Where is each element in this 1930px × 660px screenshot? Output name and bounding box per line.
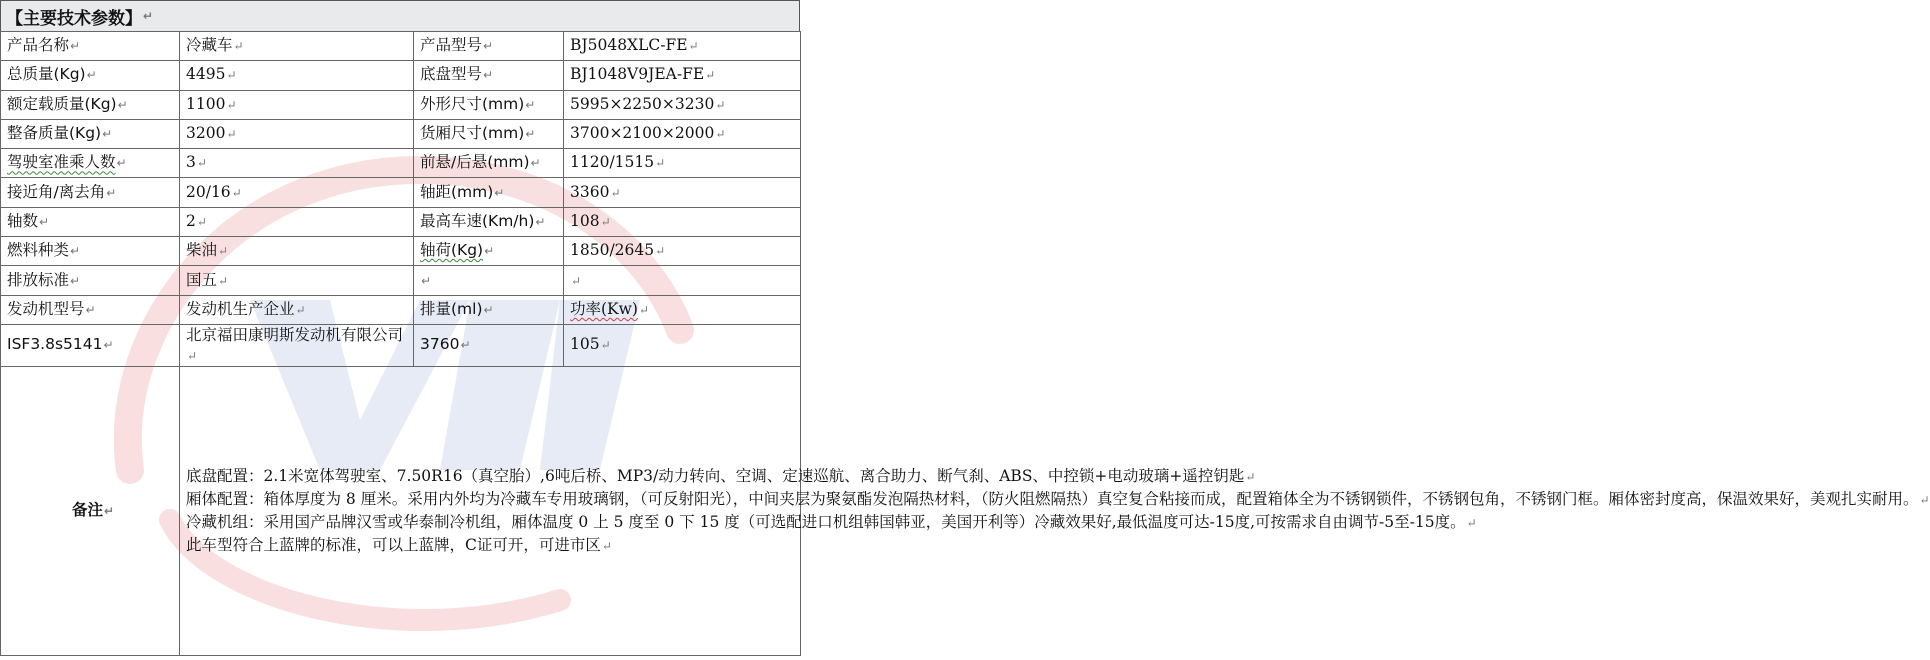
paragraph-mark: ↵ [196, 214, 207, 229]
param-label: ISF3.8s5141 [7, 335, 103, 354]
paragraph-mark: ↵ [70, 39, 81, 54]
param-value-cell [564, 207, 801, 236]
param-value-cell [564, 324, 801, 366]
paragraph-mark: ↵ [494, 185, 505, 200]
paragraph-mark: ↵ [600, 338, 611, 353]
notes-text: 厢体配置：箱体厚度为 8 厘米。采用内外均为冷藏车专用玻璃钢，（可反射阳光），中间夹层为聚氨酯发泡隔热材料，（防火阻燃隔热）真空复合粘接而成，配置箱体全为不锈钢锁件，不锈钢包角，不锈钢门框。厢体密封度高，保温效果好，美观扎实耐用。 [186, 489, 1919, 508]
paragraph-mark: ↵ [116, 156, 127, 171]
param-value: 冷藏车 [186, 36, 233, 55]
param-value-cell [180, 61, 414, 90]
param-label-cell [414, 266, 564, 295]
table-row [1, 295, 801, 324]
paragraph-mark: ↵ [483, 302, 494, 317]
param-value: 北京福田康明斯发动机有限公司 [186, 325, 404, 344]
notes-paragraph [186, 511, 1477, 534]
param-label: 整备质量(Kg) [7, 124, 102, 143]
table-row [1, 178, 801, 207]
param-label: 轴距(mm) [420, 182, 494, 201]
param-label-cell [1, 32, 180, 61]
param-value-cell [564, 178, 801, 207]
table-row [1, 32, 801, 61]
param-value-cell [180, 119, 414, 148]
param-value: 3 [186, 153, 196, 172]
notes-paragraph [186, 465, 1256, 488]
param-label: 排放标准 [7, 270, 70, 289]
param-value-cell [564, 295, 801, 324]
param-label-cell [1, 237, 180, 266]
paragraph-mark: ↵ [421, 273, 432, 288]
paragraph-mark: ↵ [231, 185, 242, 200]
table-row [1, 61, 801, 90]
param-label: 轴荷(Kg) [420, 241, 484, 260]
param-value: 105 [570, 335, 600, 354]
param-value-cell [180, 32, 414, 61]
param-value: 5995×2250×3230 [570, 94, 715, 113]
notes-text: 冷藏机组：采用国产品牌汉雪或华泰制冷机组，厢体温度 0 上 5 度至 0 下 15 度（可选配进口机组韩国韩亚，美国开利等）冷藏效果好,最低温度可达-15度,可按需求自由调节-5至-15度。 [186, 512, 1466, 531]
paragraph-mark: ↵ [143, 9, 154, 23]
param-value-cell [180, 178, 414, 207]
paragraph-mark: ↵ [233, 39, 244, 54]
param-value: 功率(Kw) [570, 299, 638, 318]
paragraph-mark: ↵ [86, 68, 97, 83]
param-label: 外形尺寸(mm) [420, 94, 525, 113]
param-value-cell [180, 237, 414, 266]
paragraph-mark: ↵ [70, 244, 81, 259]
param-label: 货厢尺寸(mm) [420, 124, 525, 143]
notes-text: 底盘配置：2.1米宽体驾驶室、7.50R16（真空胎）,6吨后桥、MP3/动力转向、空调、定速巡航、离合助力、断气刹、ABS、中控锁+电动玻璃+遥控钥匙 [186, 466, 1245, 485]
param-label-cell [414, 237, 564, 266]
paragraph-mark: ↵ [600, 214, 611, 229]
param-label: 产品名称 [7, 36, 70, 55]
notes-paragraph [186, 488, 1930, 511]
paragraph-mark: ↵ [688, 39, 699, 54]
param-label-cell [1, 207, 180, 236]
param-label: 额定载质量(Kg) [7, 94, 117, 113]
param-label-cell [414, 207, 564, 236]
paragraph-mark: ↵ [187, 348, 198, 363]
paragraph-mark: ↵ [525, 97, 536, 112]
param-value-cell [180, 90, 414, 119]
paragraph-mark: ↵ [655, 156, 666, 171]
param-label-cell [1, 90, 180, 119]
paragraph-mark: ↵ [601, 538, 612, 553]
param-value: 2 [186, 211, 196, 230]
param-label: 燃料种类 [7, 241, 70, 260]
param-label-cell [1, 324, 180, 366]
notes-label: 备注 [71, 500, 103, 519]
sheet-title-row [0, 0, 800, 31]
param-value: BJ1048V9JEA-FE [570, 65, 705, 84]
paragraph-mark: ↵ [196, 156, 207, 171]
paragraph-mark: ↵ [218, 273, 229, 288]
param-value-cell [564, 90, 801, 119]
param-value-cell [180, 149, 414, 178]
param-value-cell [180, 266, 414, 295]
param-value: 20/16 [186, 182, 231, 201]
paragraph-mark: ↵ [530, 156, 541, 171]
sheet-title: 【主要技术参数】 [6, 8, 142, 29]
paragraph-mark: ↵ [226, 97, 237, 112]
paragraph-mark: ↵ [535, 214, 546, 229]
param-label-cell [414, 61, 564, 90]
param-label-cell [1, 295, 180, 324]
paragraph-mark: ↵ [39, 214, 50, 229]
param-label-cell [414, 324, 564, 366]
paragraph-mark: ↵ [103, 338, 114, 353]
paragraph-mark: ↵ [483, 68, 494, 83]
paragraph-mark: ↵ [1919, 492, 1930, 507]
table-row [1, 266, 801, 295]
table-row [1, 119, 801, 148]
param-value-cell [564, 237, 801, 266]
param-label-cell [414, 295, 564, 324]
paragraph-mark: ↵ [460, 338, 471, 353]
param-label: 前悬/后悬(mm) [420, 153, 530, 172]
paragraph-mark: ↵ [638, 302, 650, 317]
param-label-cell [1, 266, 180, 295]
param-value-cell [564, 266, 801, 295]
param-value: 3200 [186, 124, 226, 143]
param-value-cell [564, 61, 801, 90]
param-value: BJ5048XLC-FE [570, 36, 688, 55]
param-label-cell [1, 61, 180, 90]
param-label-cell [1, 119, 180, 148]
param-value-cell [180, 295, 414, 324]
paragraph-mark: ↵ [705, 68, 716, 83]
param-label-cell [414, 178, 564, 207]
param-label-cell [414, 90, 564, 119]
paragraph-mark: ↵ [106, 185, 117, 200]
table-row [1, 237, 801, 266]
param-label: 产品型号 [420, 36, 483, 55]
param-label-cell [414, 119, 564, 148]
table-row [1, 149, 801, 178]
table-row [1, 207, 801, 236]
param-label: 总质量(Kg) [7, 65, 86, 84]
param-value-cell [564, 149, 801, 178]
paragraph-mark: ↵ [1466, 515, 1477, 530]
param-value: 国五 [186, 270, 218, 289]
param-value-cell [180, 324, 414, 366]
notes-text: 此车型符合上蓝牌的标准，可以上蓝牌，C证可开，可进市区 [186, 535, 601, 554]
param-value-cell [180, 207, 414, 236]
param-value: 柴油 [186, 241, 218, 260]
notes-paragraph [186, 534, 800, 557]
paragraph-mark: ↵ [484, 244, 495, 259]
param-label: 排量(ml) [420, 299, 483, 318]
table-row [1, 90, 801, 119]
paragraph-mark: ↵ [1245, 469, 1256, 484]
param-label: 驾驶室准乘人数 [7, 153, 116, 172]
param-label: 3760 [420, 335, 460, 354]
paragraph-mark: ↵ [70, 273, 81, 288]
param-label-cell [414, 149, 564, 178]
paragraph-mark: ↵ [85, 302, 96, 317]
param-label: 轴数 [7, 211, 39, 230]
paragraph-mark: ↵ [610, 185, 621, 200]
param-label-cell [414, 32, 564, 61]
param-value: 1100 [186, 94, 226, 113]
paragraph-mark: ↵ [226, 68, 237, 83]
notes-cell [180, 366, 1930, 655]
paragraph-mark: ↵ [102, 127, 113, 142]
param-value: 发动机生产企业 [186, 299, 295, 318]
param-value-cell [564, 119, 801, 148]
param-value: 1850/2645 [570, 241, 655, 260]
spec-table [0, 31, 1930, 656]
param-value: 3360 [570, 182, 610, 201]
param-label: 最高车速(Km/h) [420, 211, 535, 230]
paragraph-mark: ↵ [715, 127, 726, 142]
param-label-cell [1, 149, 180, 178]
table-row [1, 324, 801, 366]
param-label: 底盘型号 [420, 65, 483, 84]
param-value: 4495 [186, 65, 226, 84]
param-label-cell [1, 178, 180, 207]
paragraph-mark: ↵ [483, 39, 494, 54]
param-value: 108 [570, 211, 600, 230]
paragraph-mark: ↵ [295, 302, 306, 317]
param-label: 发动机型号 [7, 299, 85, 318]
paragraph-mark: ↵ [218, 244, 229, 259]
param-value-cell [564, 32, 801, 61]
paragraph-mark: ↵ [655, 244, 666, 259]
param-value: 3700×2100×2000 [570, 124, 715, 143]
param-value: 1120/1515 [570, 153, 655, 172]
paragraph-mark: ↵ [715, 97, 726, 112]
paragraph-mark: ↵ [117, 97, 128, 112]
notes-label-cell: 备注↵ [1, 366, 180, 655]
paragraph-mark: ↵ [226, 127, 237, 142]
paragraph-mark: ↵ [571, 273, 582, 288]
param-label: 接近角/离去角 [7, 182, 106, 201]
paragraph-mark: ↵ [525, 127, 536, 142]
